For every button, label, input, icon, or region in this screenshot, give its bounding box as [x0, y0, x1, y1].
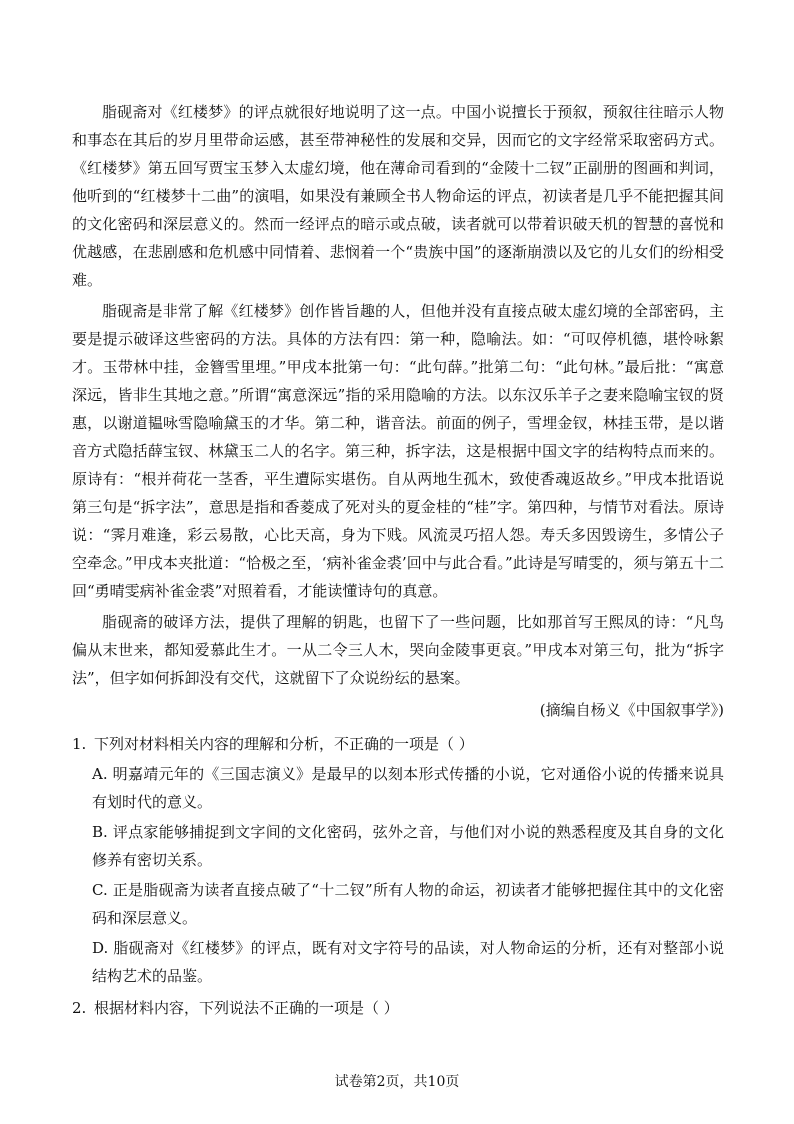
option-c: C. 正是脂砚斋为读者直接点破了“十二钗”所有人物的命运，初读者才能够把握住其中的文化密码和深层意义。 — [92, 881, 724, 927]
question-2 — [72, 994, 724, 1022]
passage-paragraph-3: 脂砚斋的破译方法，提供了理解的钥匙，也留下了一些问题，比如那首写王熙凤的诗：“凡鸟偏从末世来，都知爱慕此生才。一从二令三人木，哭向金陵事更哀。”甲戌本对第三句，批为“拆字法”，但字如何拆卸没有交代，这就留下了众说纷纭的悬案。 — [72, 613, 724, 687]
passage-paragraph-2: 脂砚斋是非常了解《红楼梦》创作皆旨趣的人，但他并没有直接点破太虚幻境的全部密码，主要是提示破译这些密码的方法。具体的方法有四：第一种，隐喻法。如：“可叹停机德，堪怜咏絮才。玉带林中挂，金簪雪里埋。”甲戌本批第一句：“此句薛。”批第二句：“此句林。”最后批：“寓意深远，皆非生其地之意。”所谓“寓意深远”指的采用隐喻的方法。以东汉乐羊子之妻来隐喻宝钗的贤惠，以谢道韫咏雪隐喻黛玉的才华。第二种，谐音法。前面的例子，雪埋金钗，林挂玉带，是以谐音方式隐括薛宝钗、林黛玉二人的名字。第三种，拆字法，这是根据中国文字的结构特点而来的。原诗有：“根并荷花一茎香，平生遭际实堪伤。自从两地生孤木，致使香魂返故乡。”甲戌本批语说第三句是“拆字法”，意思是指和香菱成了死对头的夏金桂的“桂”字。第四种，与情节对看法。原诗说：“霁月难逢，彩云易散，心比天高，身为下贱。风流灵巧招人怨。寿夭多因毁谤生，多情公子空牵念。”甲戌本夹批道：“恰极之至，‘病补雀金裘’回中与此合看。”此诗是写晴雯的，须与第五十二回“勇晴雯病补雀金裘”对照着看，才能读懂诗句的真意。 — [72, 302, 724, 600]
source-citation: (摘编自杨义《中国叙事学》) — [539, 701, 724, 719]
option-a: A. 明嘉靖元年的《三国志演义》是最早的以刻本形式传播的小说，它对通俗小说的传播来说具有划时代的意义。 — [92, 765, 724, 811]
question-number: 1. — [72, 735, 87, 753]
option-b: B. 评点家能够捕捉到文字间的文化密码，弦外之音，与他们对小说的熟悉程度及其自身的文化修养有密切关系。 — [92, 823, 724, 869]
question-number: 2. — [72, 999, 87, 1017]
page-content — [72, 98, 724, 1024]
question-1 — [72, 730, 724, 758]
question-stem: 根据材料内容，下列说法不正确的一项是（ ） — [94, 999, 399, 1017]
page-footer: 试卷第2页，共10页 — [334, 1074, 460, 1090]
passage-paragraph-1: 脂砚斋对《红楼梦》的评点就很好地说明了这一点。中国小说擅长于预叙，预叙往往暗示人物和事态在其后的岁月里带命运感，甚至带神秘性的发展和交异，因而它的文字经常采取密码方式。《红楼梦》第五回写贾宝玉梦入太虚幻境，他在薄命司看到的“金陵十二钗”正副册的图画和判词，他听到的“红楼梦十二曲”的演唱，如果没有兼顾全书人物命运的评点，初读者是几乎不能把握其间的文化密码和深层意义的。然而一经评点的暗示或点破，读者就可以带着识破天机的智慧的喜悦和优越感，在悲剧感和危机感中同情着、悲悯着一个“贵族中国”的逐渐崩溃以及它的儿女们的纷相受难。 — [72, 103, 724, 289]
option-d: D. 脂砚斋对《红楼梦》的评点，既有对文字符号的品读，对人物命运的分析，还有对整部小说结构艺术的品鉴。 — [92, 939, 724, 985]
question-stem: 下列对材料相关内容的理解和分析，不正确的一项是（ ） — [94, 735, 474, 753]
